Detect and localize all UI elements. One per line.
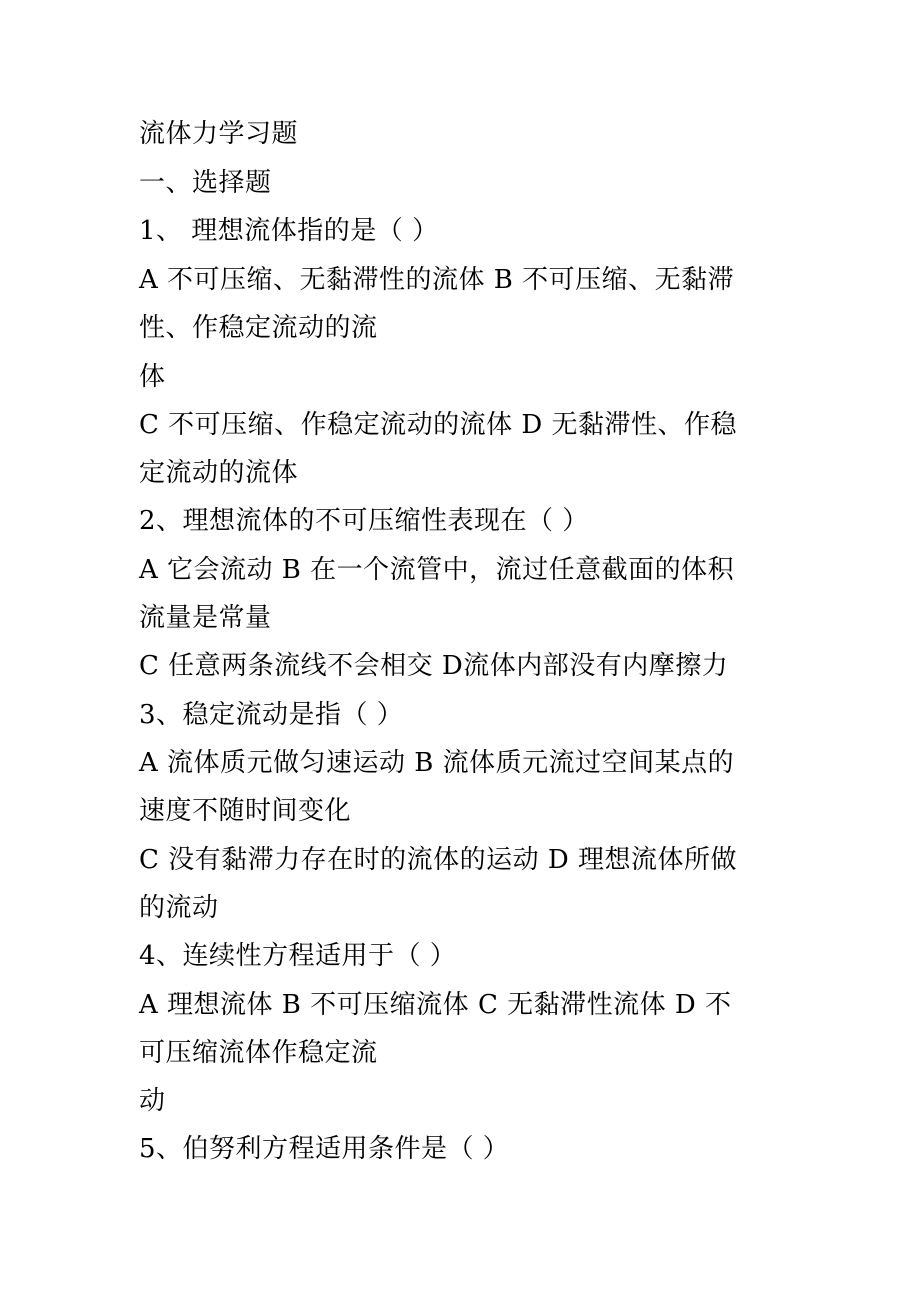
question-1-options-line-3: 体 [139,362,166,392]
question-4: 4、连续性方程适用于（ ） [139,941,457,971]
question-2-options-line-3: C 任意两条流线不会相交 D流体内部没有内摩擦力 [139,651,729,681]
document-title: 流体力学习题 [139,119,299,149]
question-2-options-line-1: A 它会流动 B 在一个流管中，流过任意截面的体积 [139,555,735,585]
question-2-options-line-2: 流量是常量 [139,603,272,633]
question-3: 3、稳定流动是指（ ） [139,700,404,730]
question-3-options-line-2: 速度不随时间变化 [139,796,352,826]
question-2: 2、理想流体的不可压缩性表现在（ ） [139,506,589,536]
question-4-options-line-2: 可压缩流体作稳定流 [139,1038,378,1068]
question-3-options-line-4: 的流动 [139,893,219,923]
question-3-options-line-3: C 没有黏滞力存在时的流体的运动 D 理想流体所做 [139,845,738,875]
question-4-options-line-3: 动 [139,1086,166,1116]
section-heading: 一、选择题 [139,168,272,198]
question-1: 1、 理想流体指的是（ ） [139,216,439,246]
question-1-options-line-4: C 不可压缩、作稳定流动的流体 D 无黏滞性、作稳 [139,410,738,440]
question-1-options-line-2: 性、作稳定流动的流 [139,313,378,343]
question-1-options-line-1: A 不可压缩、无黏滞性的流体 B 不可压缩、无黏滞 [139,265,735,295]
question-1-options-line-5: 定流动的流体 [139,458,299,488]
question-3-options-line-1: A 流体质元做匀速运动 B 流体质元流过空间某点的 [139,748,735,778]
question-5: 5、伯努利方程适用条件是（ ） [139,1134,510,1164]
question-4-options-line-1: A 理想流体 B 不可压缩流体 C 无黏滞性流体 D 不 [139,990,732,1020]
